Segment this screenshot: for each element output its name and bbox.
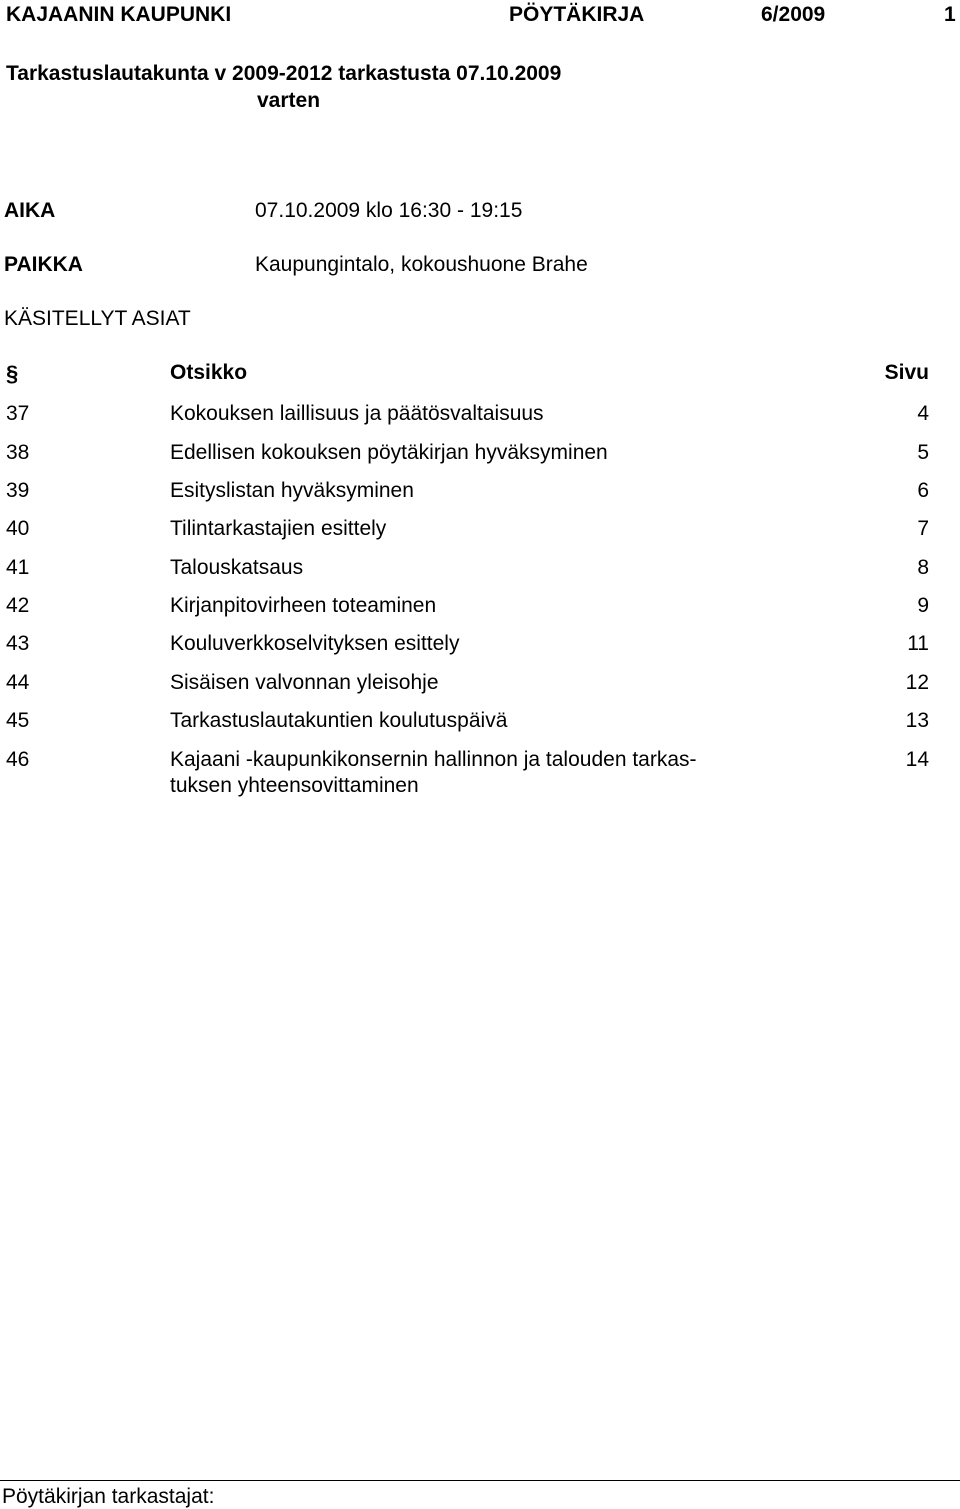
item-topic-line2: tuksen yhteensovittaminen — [170, 774, 419, 797]
item-number: 37 — [6, 402, 30, 425]
page-number: 1 — [944, 3, 956, 26]
agenda-section-title: KÄSITELLYT ASIAT — [4, 307, 191, 330]
document-type: PÖYTÄKIRJA — [509, 3, 645, 26]
item-topic — [170, 747, 770, 799]
item-page: 11 — [907, 632, 929, 655]
item-number: 45 — [6, 709, 30, 732]
item-topic: Kouluverkkoselvityksen esittely — [170, 632, 460, 655]
item-number: 42 — [6, 594, 30, 617]
document-title-line2: varten — [257, 89, 321, 112]
item-page: 6 — [917, 479, 929, 502]
place-label: PAIKKA — [4, 253, 83, 276]
time-label: AIKA — [4, 199, 56, 222]
item-page: 13 — [905, 709, 929, 732]
item-topic: Edellisen kokouksen pöytäkirjan hyväksyminen — [170, 441, 608, 464]
item-number: 44 — [6, 671, 30, 694]
footer-divider — [0, 1480, 960, 1481]
organization-name: KAJAANIN KAUPUNKI — [6, 3, 232, 26]
item-page: 7 — [917, 517, 929, 540]
footer-label: Pöytäkirjan tarkastajat: — [2, 1485, 215, 1508]
document-title-line1: Tarkastuslautakunta v 2009-2012 tarkastusta 07.10.2009 — [6, 62, 562, 85]
place-value: Kaupungintalo, kokoushuone Brahe — [255, 253, 588, 276]
item-topic-line1: Kajaani -kaupunkikonsernin hallinnon ja talouden tarkas- — [170, 748, 697, 771]
item-page: 4 — [917, 402, 929, 425]
item-number: 46 — [6, 748, 30, 771]
item-page: 12 — [905, 671, 929, 694]
item-page: 9 — [917, 594, 929, 617]
page-column-header: Sivu — [884, 361, 929, 384]
document-number: 6/2009 — [761, 3, 826, 26]
item-page: 5 — [917, 441, 929, 464]
item-number: 39 — [6, 479, 30, 502]
item-number: 43 — [6, 632, 30, 655]
item-number: 40 — [6, 517, 30, 540]
item-topic: Esityslistan hyväksyminen — [170, 479, 414, 502]
item-topic: Tilintarkastajien esittely — [170, 517, 387, 540]
item-topic: Talouskatsaus — [170, 556, 304, 579]
topic-column-header: Otsikko — [170, 361, 248, 384]
item-topic: Tarkastuslautakuntien koulutuspäivä — [170, 709, 508, 732]
item-page: 14 — [905, 748, 929, 771]
time-value: 07.10.2009 klo 16:30 - 19:15 — [255, 199, 523, 222]
item-number: 38 — [6, 441, 30, 464]
item-topic: Sisäisen valvonnan yleisohje — [170, 671, 439, 694]
item-page: 8 — [917, 556, 929, 579]
item-topic: Kokouksen laillisuus ja päätösvaltaisuus — [170, 402, 544, 425]
item-topic: Kirjanpitovirheen toteaminen — [170, 594, 437, 617]
item-number: 41 — [6, 556, 30, 579]
section-symbol: § — [6, 361, 19, 386]
